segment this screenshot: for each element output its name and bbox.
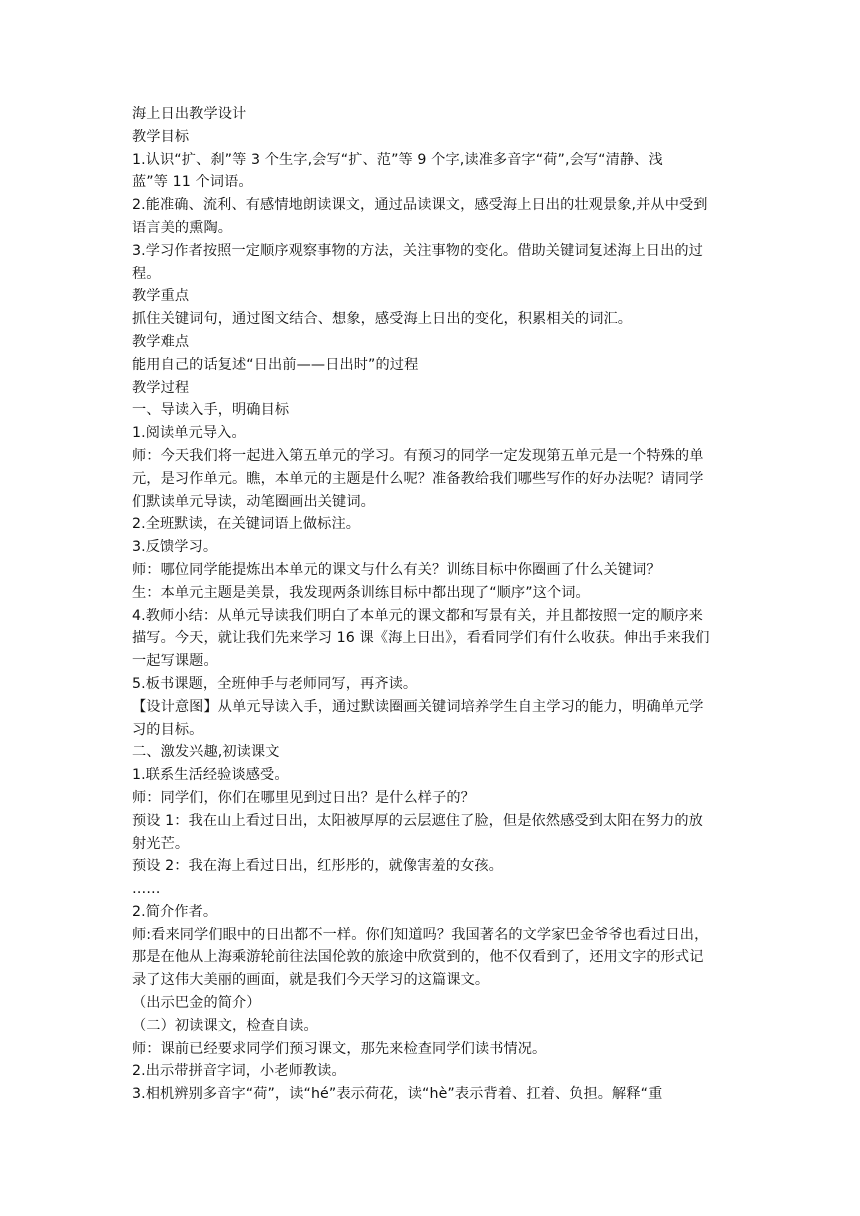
text-line: 那是在他从上海乘游轮前往法国伦敦的旅途中欣赏到的，他不仅看到了，还用文字的形式记	[132, 949, 704, 966]
text-line: 2.简介作者。	[132, 903, 218, 920]
text-line: 3.相机辨别多音字“荷”，读“hé”表示荷花，读“hè”表示背着、扛着、负担。解释“重	[132, 1086, 663, 1103]
text-line: 师：课前已经要求同学们预习课文，那先来检查同学们读书情况。	[132, 1040, 547, 1057]
section-heading-process: 教学过程	[132, 379, 190, 396]
text-line: 们默读单元导读，动笔圈画出关键词。	[132, 493, 375, 510]
section-heading-difficulties: 教学难点	[132, 333, 190, 350]
text-line: （二）初读课文，检查自读。	[132, 1017, 318, 1034]
section-heading-key-points: 教学重点	[132, 288, 190, 305]
document-body	[132, 103, 732, 1106]
text-line: 一起写课题。	[132, 653, 218, 670]
text-line: 射光芒。	[132, 835, 190, 852]
text-line: 预设 2：我在海上看过日出，红彤彤的，就像害羞的女孩。	[132, 858, 503, 875]
text-line: 程。	[132, 265, 161, 282]
text-line: 1.联系生活经验谈感受。	[132, 767, 289, 784]
section-heading-teaching-goals: 教学目标	[132, 128, 190, 145]
text-line: 2.全班默读，在关键词语上做标注。	[132, 516, 361, 533]
text-line: 师：今天我们将一起进入第五单元的学习。有预习的同学一定发现第五单元是一个特殊的单	[132, 447, 704, 464]
text-line: 师:看来同学们眼中的日出都不一样。你们知道吗？我国著名的文学家巴金爷爷也看过日出，	[132, 926, 709, 943]
doc-title: 海上日出教学设计	[132, 106, 247, 122]
ellipsis-line: ……	[132, 881, 161, 898]
text-line: 能用自己的话复述“日出前——日出时”的过程	[132, 356, 419, 373]
text-line: 蓝”等 11 个词语。	[132, 174, 253, 191]
text-line: （出示巴金的简介）	[132, 995, 261, 1012]
text-line: 语言美的熏陶。	[132, 219, 233, 236]
text-line: 4.教师小结：从单元导读我们明白了本单元的课文都和写景有关，并且都按照一定的顺序来	[132, 607, 703, 624]
text-line: 2.能准确、流利、有感情地朗读课文，通过品读课文，感受海上日出的壮观景象,并从中受到	[132, 197, 708, 214]
text-line: 二、激发兴趣,初读课文	[132, 744, 280, 761]
text-line: 生：本单元主题是美景，我发现两条训练目标中都出现了“顺序”这个词。	[132, 584, 590, 601]
text-line: 【设计意图】从单元导读入手，通过默读圈画关键词培养学生自主学习的能力，明确单元学	[132, 698, 704, 715]
text-line: 录了这伟大美丽的画面，就是我们今天学习的这篇课文。	[132, 972, 490, 989]
text-line: 习的目标。	[132, 721, 204, 738]
text-line: 1.认识“扩、刹”等 3 个生字,会写“扩、范”等 9 个字,读准多音字“荷”,会写“清静、浅	[132, 151, 663, 168]
text-line: 元，是习作单元。瞧，本单元的主题是什么呢？准备教给我们哪些写作的好办法呢？请同学	[132, 470, 704, 487]
text-line: 5.板书课题，全班伸手与老师同写，再齐读。	[132, 675, 418, 692]
text-line: 1.阅读单元导入。	[132, 425, 246, 442]
text-line: 3.学习作者按照一定顺序观察事物的方法，关注事物的变化。借助关键词复述海上日出的过	[132, 242, 703, 259]
text-line: 一、导读入手，明确目标	[132, 402, 290, 419]
text-line: 抓住关键词句，通过图文结合、想象，感受海上日出的变化，积累相关的词汇。	[132, 311, 633, 328]
text-line: 师：哪位同学能提炼出本单元的课文与什么有关？训练目标中你圈画了什么关键词？	[132, 561, 661, 578]
text-line: 预设 1：我在山上看过日出，太阳被厚厚的云层遮住了脸，但是依然感受到太阳在努力的放	[132, 812, 703, 829]
text-line: 师：同学们，你们在哪里见到过日出？是什么样子的？	[132, 789, 475, 806]
text-line: 2.出示带拼音字词，小老师教读。	[132, 1063, 346, 1080]
text-line: 3.反馈学习。	[132, 539, 218, 556]
text-line: 描写。今天，就让我们先来学习 16 课《海上日出》，看看同学们有什么收获。伸出手来我们	[132, 630, 710, 647]
